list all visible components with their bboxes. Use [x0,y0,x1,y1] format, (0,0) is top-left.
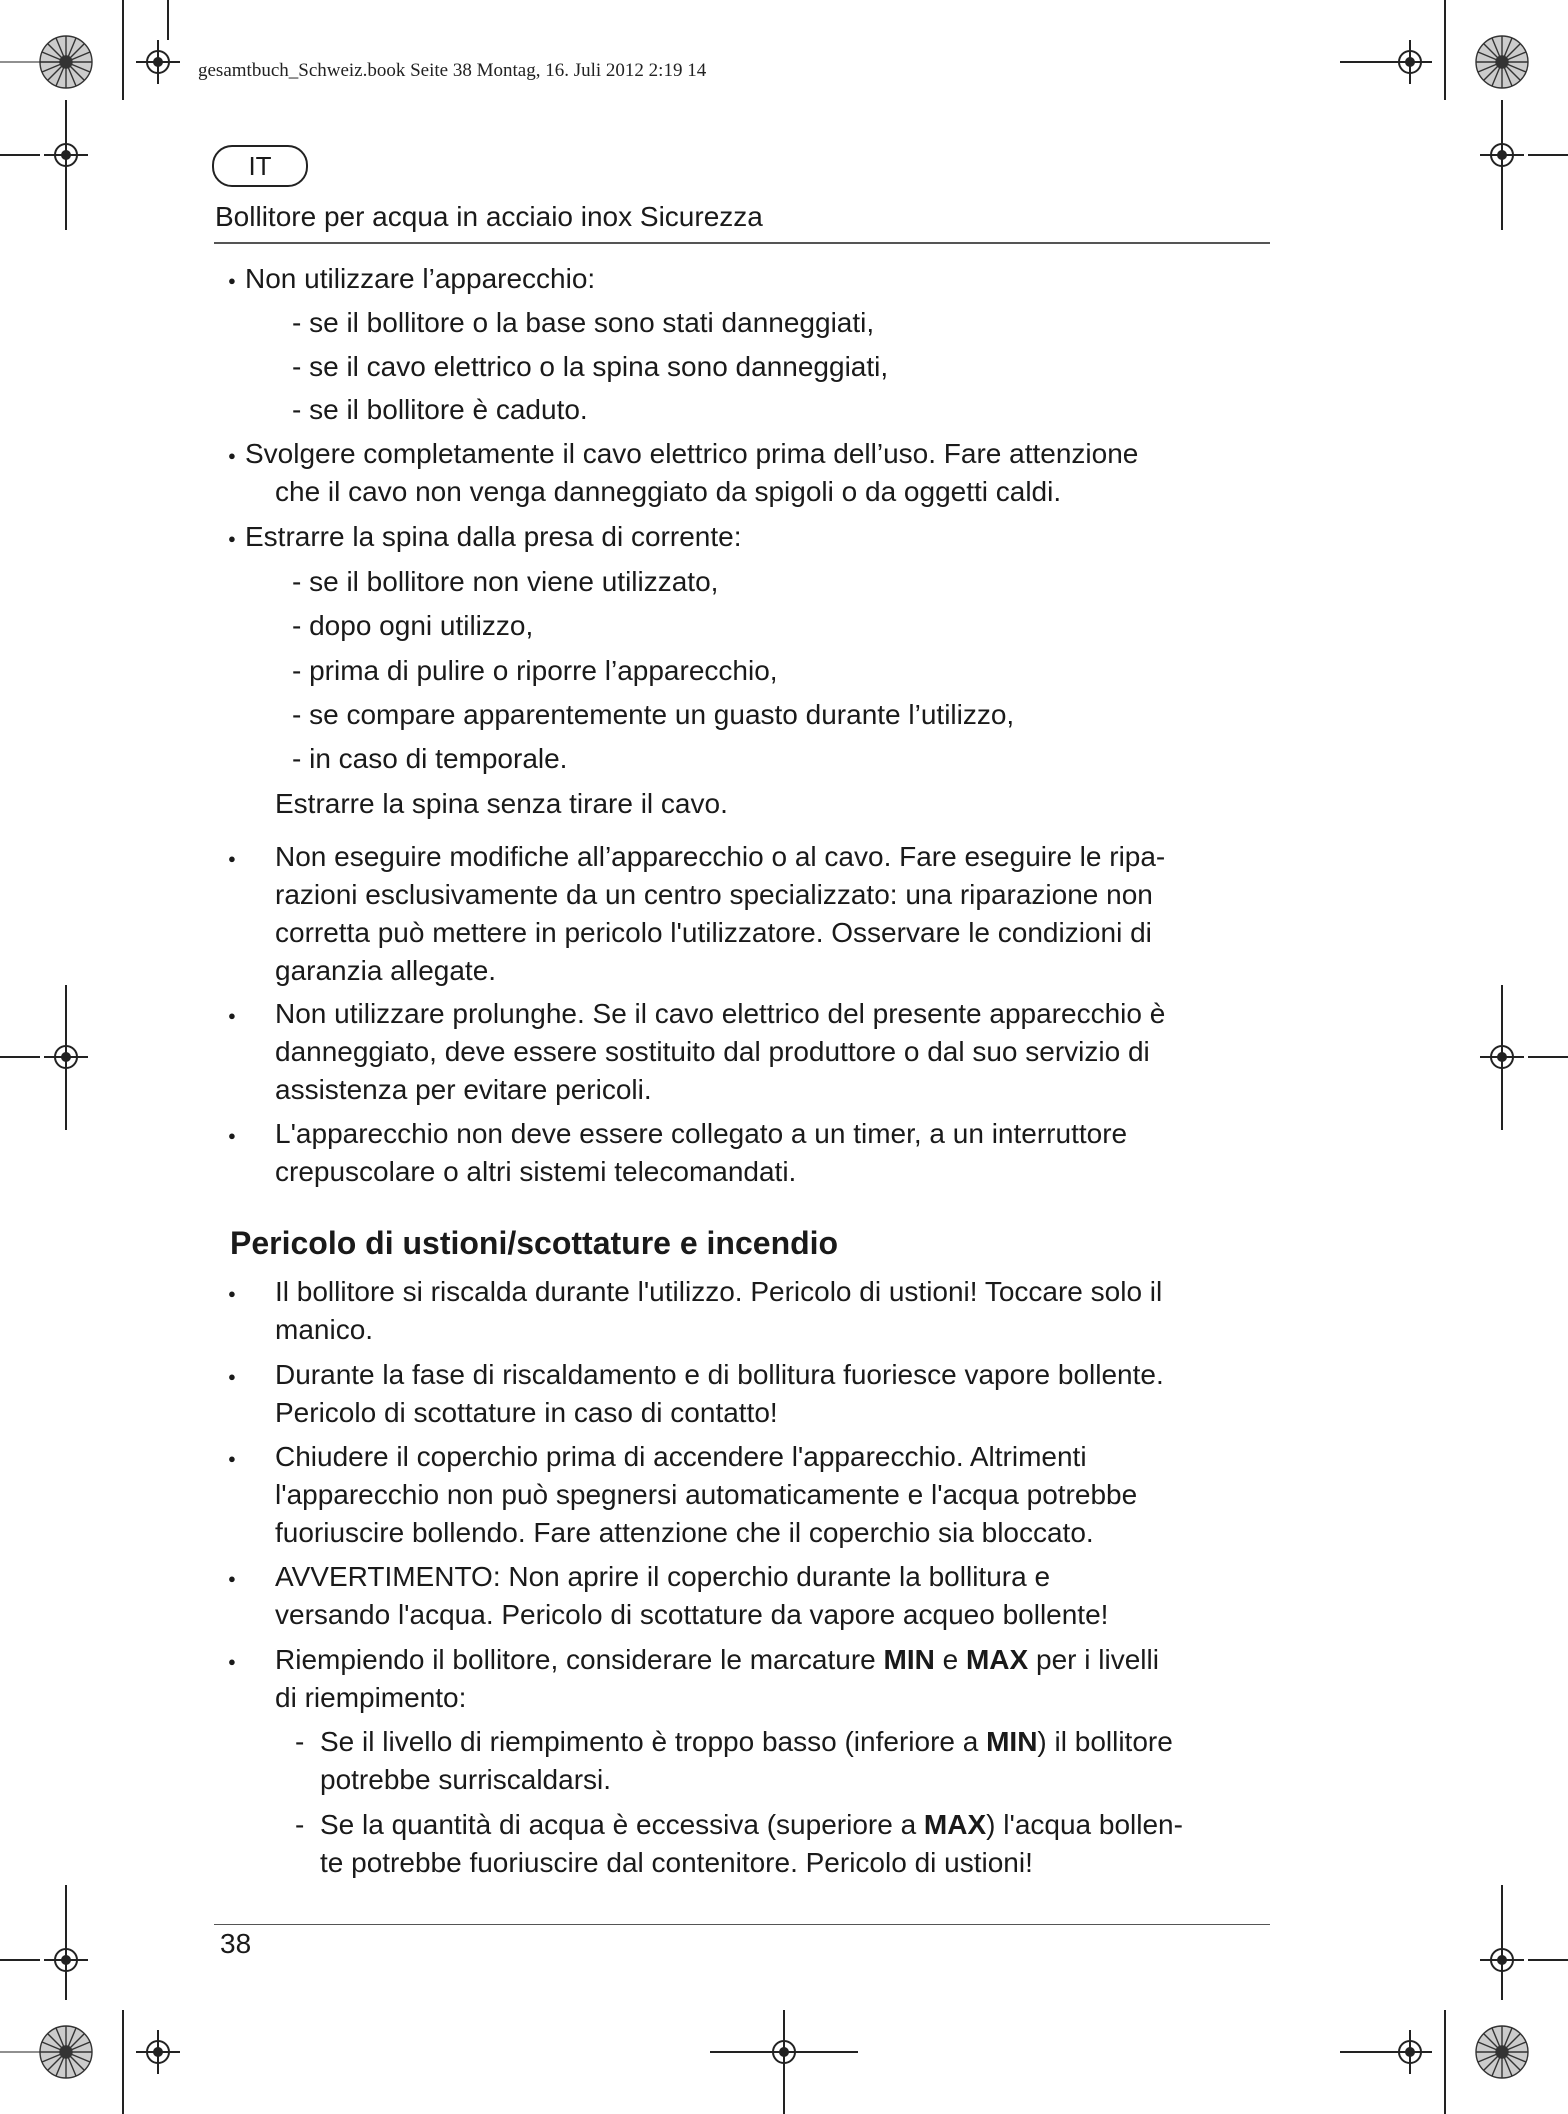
text-line: Svolgere completamente il cavo elettrico prima dell’uso. Fare attenzione [245,438,1139,469]
text-line: l'apparecchio non può spegnersi automaticamente e l'acqua potrebbe [275,1479,1138,1510]
section-title: Bollitore per acqua in acciaio inox Sicurezza [215,201,763,232]
text-line: te potrebbe fuoriuscire dal contenitore. Pericolo di ustioni! [320,1847,1033,1878]
text-line [275,1641,1159,1679]
bullet [228,1273,236,1313]
text-line: assistenza per evitare pericoli. [275,1074,652,1105]
text-line: razioni esclusivamente da un centro specializzato: una riparazione non [275,879,1153,910]
bullet [228,838,236,878]
max-label: MAX [965,1644,1029,1675]
page-number: 38 [220,1928,252,1959]
text-span: ) il bollitore [1037,1726,1173,1757]
text-span: e [934,1644,966,1675]
text-line: garanzia allegate. [275,955,497,986]
title-rule [214,242,1270,244]
text-line: Il bollitore si riscalda durante l'utilizzo. Pericolo di ustioni! Toccare solo il [275,1276,1163,1307]
text-line: - dopo ogni utilizzo, [292,610,534,641]
text-line: - se il bollitore non viene utilizzato, [292,566,719,597]
text-line: - in caso di temporale. [292,743,568,774]
bullet [228,1438,236,1478]
max-label: MAX [923,1809,987,1840]
text-line: - prima di pulire o riporre l’apparecchio, [292,655,778,686]
text-line: - se il cavo elettrico o la spina sono danneggiati, [292,351,889,382]
text-line: Non utilizzare prolunghe. Se il cavo elettrico del presente apparecchio è [275,998,1166,1029]
dash: - [295,1809,305,1840]
text-span: per i livelli [1028,1644,1159,1675]
text-line: manico. [275,1314,374,1345]
bullet [228,1558,236,1598]
text-line: L'apparecchio non deve essere collegato a un timer, a un interruttore [275,1118,1128,1149]
text-line: corretta può mettere in pericolo l'utilizzatore. Osservare le condizioni di [275,917,1152,948]
bullet [228,260,236,300]
bullet [228,1356,236,1396]
text-line: - se il bollitore o la base sono stati danneggiati, [292,307,875,338]
text-line: AVVERTIMENTO: Non aprire il coperchio durante la bollitura e [275,1561,1051,1592]
text-line: Estrarre la spina senza tirare il cavo. [275,788,728,819]
text-line: Non eseguire modifiche all’apparecchio o al cavo. Fare eseguire le ripa- [275,841,1166,872]
text-line: fuoriuscire bollendo. Fare attenzione che il coperchio sia bloccato. [275,1517,1094,1548]
text-line [320,1723,1173,1761]
text-span: Riempiendo il bollitore, considerare le marcature [275,1644,884,1675]
bullet [228,1641,236,1681]
text-line: danneggiato, deve essere sostituito dal produttore o dal suo servizio di [275,1036,1150,1067]
min-label: MIN [883,1644,935,1675]
text-line: Chiudere il coperchio prima di accendere l'apparecchio. Altrimenti [275,1441,1087,1472]
text-span: Se la quantità di acqua è eccessiva (superiore a [320,1809,924,1840]
text-span: Se il livello di riempimento è troppo basso (inferiore a [320,1726,987,1757]
bullet [228,1115,236,1155]
bullet [228,518,236,558]
text-line: Estrarre la spina dalla presa di corrente: [245,521,742,552]
bullet [228,995,236,1035]
bullet [228,435,236,475]
section-heading: Pericolo di ustioni/scottature e incendio [230,1225,839,1261]
dash: - [295,1726,305,1757]
min-label: MIN [986,1726,1038,1757]
text-line: versando l'acqua. Pericolo di scottature da vapore acqueo bollente! [275,1599,1109,1630]
text-line [320,1806,1183,1844]
print-header: gesamtbuch_Schweiz.book Seite 38 Montag, 16. Juli 2012 2:19 14 [198,60,707,81]
text-line: che il cavo non venga danneggiato da spigoli o da oggetti caldi. [275,476,1062,507]
text-line: Pericolo di scottature in caso di contatto! [275,1397,778,1428]
text-line: di riempimento: [275,1682,467,1713]
text-line: - se il bollitore è caduto. [292,394,588,425]
footer-rule [214,1924,1270,1925]
text-line: - se compare apparentemente un guasto durante l’utilizzo, [292,699,1015,730]
text-span: ) l'acqua bollen- [986,1809,1183,1840]
text-line: potrebbe surriscaldarsi. [320,1764,612,1795]
language-badge: IT [212,145,308,187]
text-line: Non utilizzare l’apparecchio: [245,263,596,294]
text-line: Durante la fase di riscaldamento e di bollitura fuoriesce vapore bollente. [275,1359,1164,1390]
text-line: crepuscolare o altri sistemi telecomandati. [275,1156,797,1187]
